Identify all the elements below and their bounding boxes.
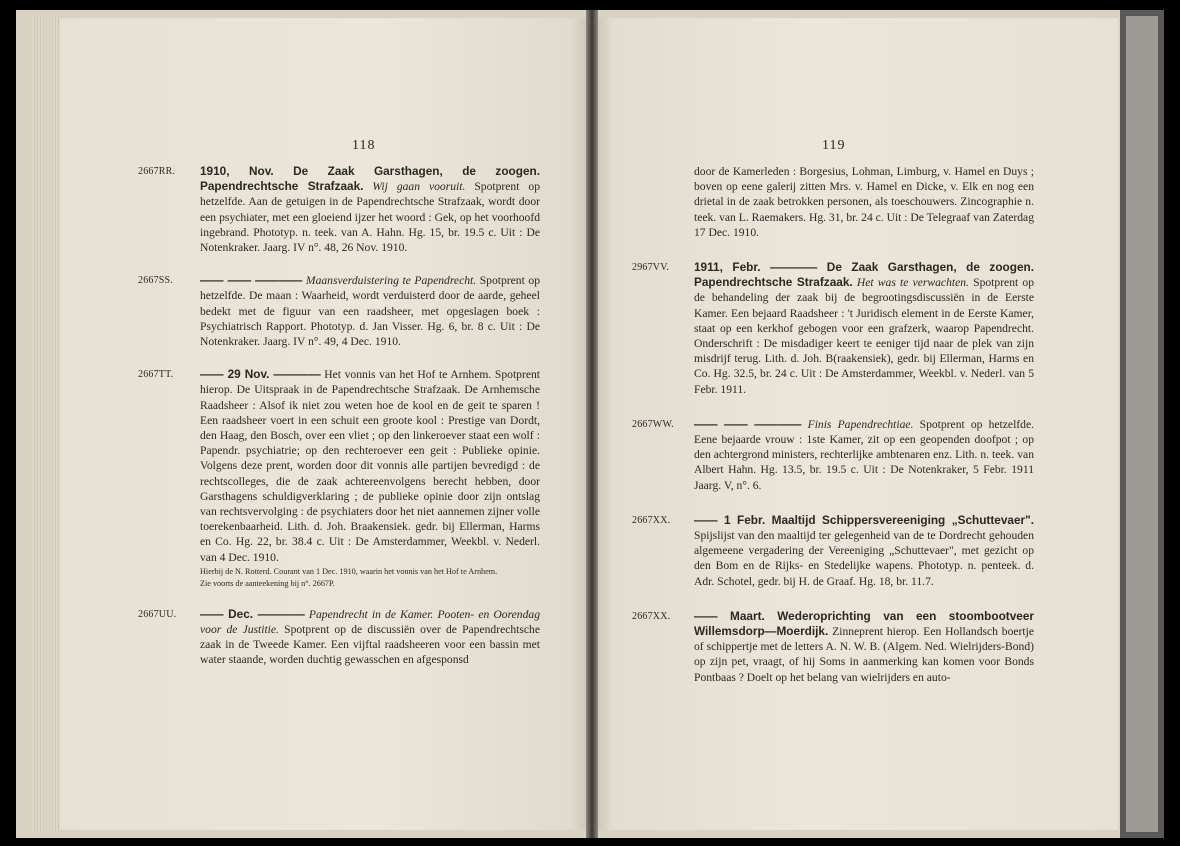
entry-heading: —— Maart. Wederoprichting van een stoombootveer Willemsdorp—Moerdijk. (694, 608, 1034, 639)
catalog-entry (632, 512, 1034, 589)
page-edges-left (32, 16, 62, 832)
entry-body: Spotprent hierop. De Uitspraak in de Papendrechtsche Strafzaak. De Arnhemsche Raadsheer : Alsof ik niet zou weten hoe de kool en de geit te sparen ! Een raadsheer voert in een schuit een groote kool : Prestige van Dordt, den Haag, den Bosch, over een vliet ; op den linkeroever staat een wolf : Papendr. psychiatrie; op den rechteroever een geit : Publieke opinie. Volgens deze prent, worden door dit vonnis alle partijen bevredigd : de rechtscolleges, die de zaak achtereenvolgens berecht hebben, door Garsthagens schuldigverklaring ; de publieke opinie door zijn ontslag van rechtsvervolging : de psychiaters door het niet aannemen zijner volle toerekenbaarheid. Lith. d. Joh. Braakensiek. gedr. bij Ellerman, Harms en Co. Hg. 22, br. 38.4 c. Uit : De Amsterdammer, Weekbl. v. Nederl. van 4 Dec. 1910. (200, 368, 540, 564)
entry-caption: Papendrecht in de Kamer. Pooten- en Oorendag voor de Justitie. (200, 607, 540, 637)
entry-body: Zinneprent hierop. Een Hollandsch boertje of schippertje met de letters A. N. W. B. (Algem. Ned. Wielrijders-Bond) op zijn pet, vraagt, of hij Soms in aanmerking kan komen voor Bonds Pontbaas ? Doelt op het belang van wielrijders en auto- (694, 625, 1034, 684)
entry-caption: Wij gaan vooruit. (372, 180, 466, 194)
entry-number: 2667UU. (138, 608, 177, 620)
catalog-entry (632, 416, 1034, 493)
entry-heading: 1910, Nov. De Zaak Garsthagen, de zoogen. Papendrechtsche Strafzaak. (200, 164, 540, 194)
catalog-entry-continued (694, 164, 1034, 240)
entry-number: 2667TT. (138, 369, 174, 381)
right-column (632, 164, 1035, 701)
entry-heading: —— 1 Febr. Maaltijd Schippersvereeniging „Schuttevaer". (694, 512, 1034, 527)
entry-caption: Het vonnis van het Hof te Arnhem. (324, 368, 492, 382)
catalog-entry (632, 260, 1035, 397)
open-book (16, 10, 1164, 838)
catalog-entry (138, 606, 540, 668)
entry-heading: —— 29 Nov. ———— (200, 367, 321, 382)
entry-body: Spotprent op de discussiën over de Papendrechtsche zaak in de Tweede Kamer. Een vijftal raadsheeren voor een bassin met water staande, worden duchtig gewasschen en afgesponsd (200, 623, 540, 667)
entry-heading: —— —— ———— (200, 273, 303, 288)
left-page (60, 18, 586, 830)
catalog-entry (138, 164, 540, 255)
entry-body: Spotprent op hetzelfde. Aan de getuigen in de Papendrechtsche Strafzaak, wordt door een psychiater, met een gloeiend ijzer het woord : Gek, op het voorhoofd ingebrand. Phototyp. n. teek. van A. Hahn. Hg. 15, br. 19.5 c. Uit : De Notenkraker. Jaarg. IV n°. 48, 26 Nov. 1910. (200, 180, 540, 255)
entry-heading: 1911, Febr. ———— De Zaak Garsthagen, de zoogen. Papendrechtsche Strafzaak. (694, 260, 1034, 290)
catalog-entry (138, 273, 541, 349)
entry-number: 2667XX. (632, 610, 671, 622)
entry-body: Spotprent op de behandeling der zaak bij de begrootingsdiscussiën in de Eerste Kamer. Een bejaard Raadsheer : 't Juridisch element in de Eerste Kamer, staat op een kerkhof gebogen voor een grafzerk, waarop Papendrecht. Onderschrift : De misdadiger keert te eeniger tijd naar de plek van zijn misdrijf terug. Lith. d. Joh. B(raakensiek), gedr. bij Ellerman, Harms en Co. Hg. 32.5, br. 24 c. Uit : De Amsterdammer, Weekbl. v. Nederl. van 5 Febr. 1911. (694, 276, 1035, 396)
page-number: 118 (352, 138, 376, 153)
entry-caption: Finis Papendrechtiae. (807, 417, 914, 431)
page-number: 119 (822, 138, 846, 153)
catalog-entry (138, 367, 540, 589)
entry-body: Spotprent op hetzelfde. De maan : Waarheid, wordt verduisterd door de aarde, geheel bedekt met de figuur van een raadsheer, met opgeslagen boek : Psychiatrisch Rapport. Phototyp. d. Jan Visser. Hg. 6, br. 8 c. Uit : De Notenkraker. Jaarg. IV n°. 49, 4 Dec. 1910. (200, 274, 541, 349)
entry-caption: Het was te verwachten. (856, 276, 969, 290)
entry-number: 2667WW. (632, 418, 674, 430)
catalog-entry (632, 608, 1034, 685)
left-column (138, 164, 541, 684)
entry-heading: —— —— ———— (694, 416, 802, 431)
book-cover-right (1120, 10, 1164, 838)
entry-body: Spotprent op hetzelfde. Eene bejaarde vrouw : 1ste Kamer, zit op een geopenden doofpot ; op den achtergrond ministers, rechterlijke ambtenaren enz. Lith. n. teek. van Albert Hahn. Hg. 13.5, br. 19.5 c. Uit : De Notenkraker, 5 Febr. 1911 Jaarg. V, n°. 6. (694, 417, 1034, 492)
entry-number: 2667RR. (138, 166, 176, 177)
entry-heading: —— Dec. ———— (200, 606, 305, 621)
right-page (598, 18, 1118, 830)
entry-note: Hierbij de N. Rotterd. Courant van 1 Dec. 1910, waarin het vonnis van het Hof te Arnhem. (200, 566, 498, 576)
entry-number: 2667XX. (632, 514, 671, 526)
entry-body: Spijslijst van den maaltijd ter gelegenheid van de te Dordrecht gehouden algemeene vergadering der Vereeniging „Schuttevaer", met gezicht op den Bom en de Rijks- en Stedelijke wapens. Phototyp. n. penteek. d. Adr. Schotel, gedr. bij H. de Graaf. Hg. 18, br. 11.7. (694, 529, 1034, 588)
entry-number: 2667SS. (138, 275, 174, 287)
entry-caption: Maansverduistering te Papendrecht. (305, 274, 477, 288)
book-spine (586, 10, 598, 838)
entry-body: door de Kamerleden : Borgesius, Lohman, Limburg, v. Hamel en Duys ; boven op eene galerij zitten Mrs. v. Hamel en Dicke, v. Elk en nog een drietal in de zaak betrokken personen, als toeschouwers. Zincographie n. teek. van L. Raemakers. Hg. 31, br. 24 c. Uit : De Telegraaf van Zaterdag 17 Dec. 1910. (694, 165, 1034, 239)
entry-note: Zie voorts de aanteekening bij n°. 2667P. (200, 578, 335, 588)
entry-number: 2967VV. (632, 262, 670, 274)
